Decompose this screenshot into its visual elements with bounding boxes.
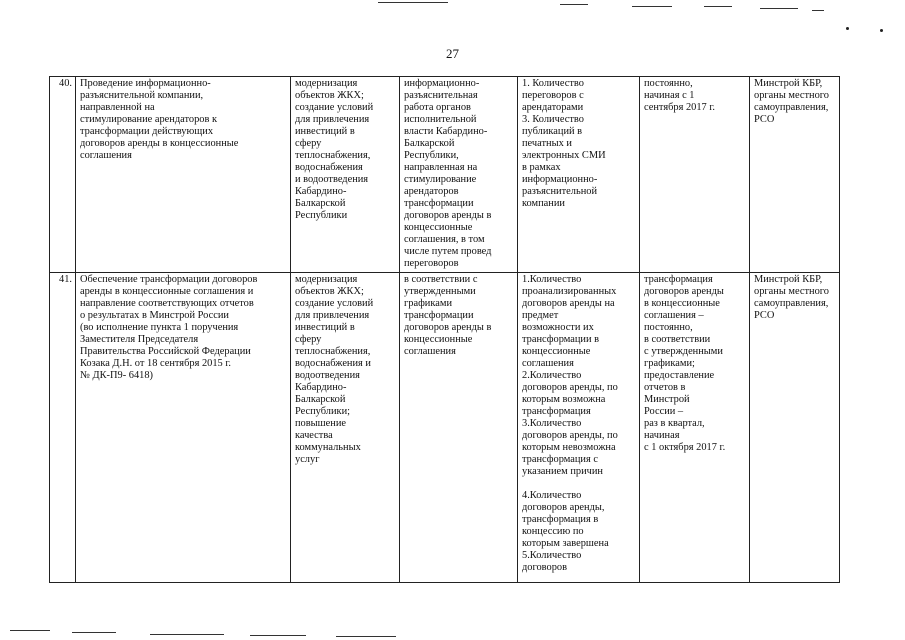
scan-artifact-top-6 (812, 10, 824, 11)
goal-cell: модернизация объектов ЖКХ; создание условий для привлечения инвестиций в сферу теплоснабжения, водоснабжения и водоотведения Кабардино- Балкарской Республики; повышение качества коммунальных услуг (291, 273, 400, 583)
result-cell: информационно- разъяснительная работа органов исполнительной власти Кабардино- Балкарской Республики, направленная на стимулирование арендаторов трансформации договоров аренды в концессионные соглашения, в том числе путем провед переговоров (400, 77, 518, 273)
measure-cell: Проведение информационно- разъяснительной компании, направленной на стимулирование арендаторов к трансформации действующих договоров аренды в концессионные соглашения (76, 77, 291, 273)
scan-artifact-bottom-2 (72, 632, 116, 633)
indicators-cell: 1. Количество переговоров с арендаторами 3. Количество публикаций в печатных и электронных СМИ в рамках информационно- разъяснительной компании (518, 77, 640, 273)
goal-cell: модернизация объектов ЖКХ; создание условий для привлечения инвестиций в сферу теплоснабжения, водоснабжения и водоотведения Кабардино- Балкарской Республики (291, 77, 400, 273)
term-cell: трансформация договоров аренды в концессионные соглашения – постоянно, в соответствии с утвержденными графиками; предоставление отчетов в Минстрой России – раз в квартал, начиная с 1 октября 2017 г. (640, 273, 750, 583)
responsible-cell: Минстрой КБР, органы местного самоуправления, РСО (750, 273, 840, 583)
scan-speck-2 (880, 29, 883, 32)
measure-cell: Обеспечение трансформации договоров аренды в концессионные соглашения и направление соответствующих отчетов о результатах в Минстрой России (во исполнение пункта 1 поручения Заместителя Председателя Правительства Российской Федерации Козака Д.Н. от 18 сентября 2015 г. № ДК-П9- 6418) (76, 273, 291, 583)
scan-artifact-bottom-4 (250, 635, 306, 636)
row-number: 40. (50, 77, 76, 273)
scan-artifact-bottom-5 (336, 636, 396, 637)
scan-artifact-bottom-1 (10, 630, 50, 631)
scan-artifact-top-4 (704, 6, 732, 7)
scan-artifact-bottom-3 (150, 634, 224, 635)
page-number: 27 (446, 46, 459, 61)
responsible-cell: Минстрой КБР, органы местного самоуправления, РСО (750, 77, 840, 273)
scan-artifact-top-2 (560, 4, 588, 5)
plan-table (49, 76, 840, 583)
table-row (50, 77, 840, 273)
row-number: 41. (50, 273, 76, 583)
term-cell: постоянно, начиная с 1 сентября 2017 г. (640, 77, 750, 273)
table-row (50, 273, 840, 583)
indicators-cell: 1.Количество проанализированных договоров аренды на предмет возможности их трансформации в концессионные соглашения 2.Количество договоров аренды, по которым возможна трансформация 3.Количество договоров аренды, по которым невозможна трансформация с указанием причин 4.Количество договоров аренды, трансформация в концессию по которым завершена 5.Количество договоров (518, 273, 640, 583)
scan-artifact-top-5 (760, 8, 798, 9)
scan-speck-1 (846, 27, 849, 30)
result-cell: в соответствии с утвержденными графиками трансформации договоров аренды в концессионные соглашения (400, 273, 518, 583)
scan-artifact-top-3 (632, 6, 672, 7)
scan-artifact-top-1 (378, 2, 448, 3)
